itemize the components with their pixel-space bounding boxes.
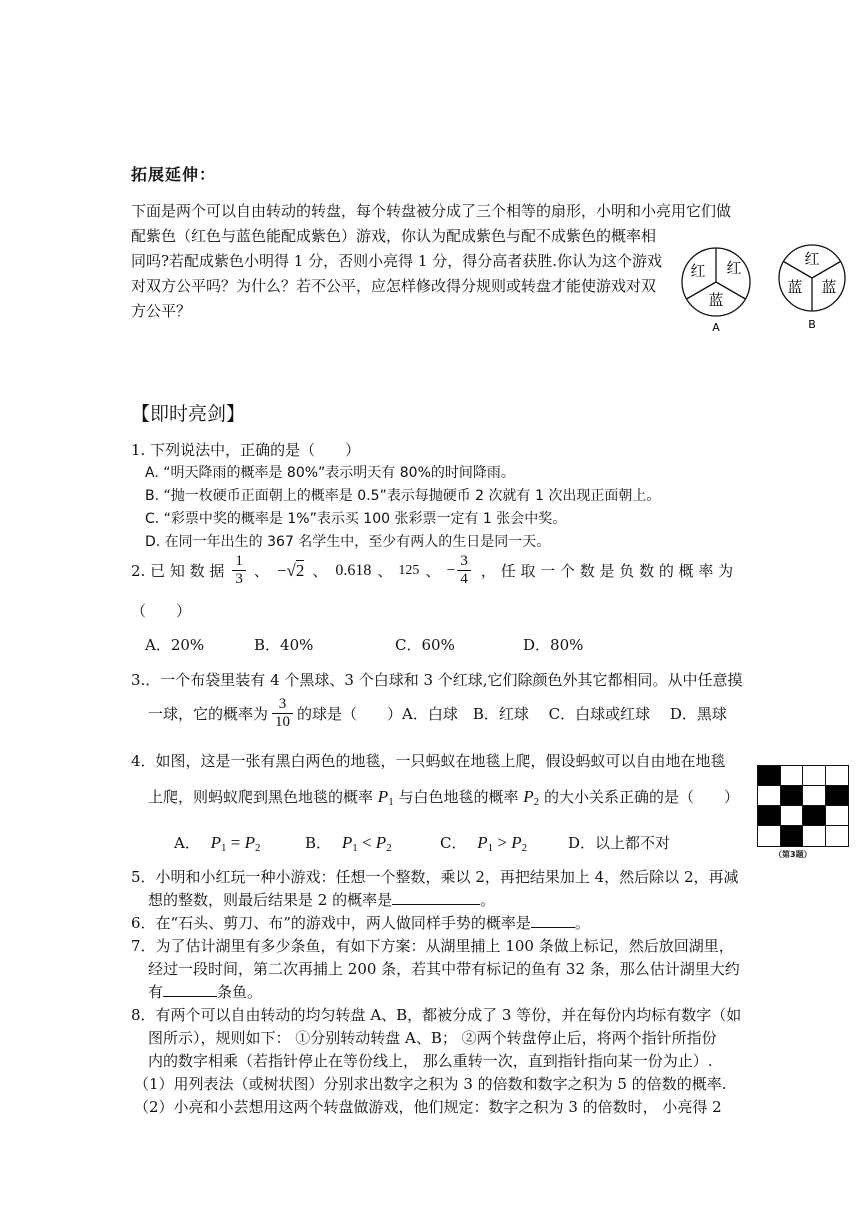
q7-answer-blank[interactable] xyxy=(163,981,217,997)
q2-fraction-1 xyxy=(232,553,246,588)
carpet-cell xyxy=(758,826,781,846)
carpet-cell xyxy=(826,806,849,826)
q6-line xyxy=(131,912,590,934)
q2-fraction-2-denominator: 4 xyxy=(460,571,468,587)
q5-line-1: 5．小明和小红玩一种小游戏：任想一个整数，乘以 2，再把结果加上 4，然后除以 2，再减 xyxy=(131,868,739,886)
extension-line-4: 对双方公平吗？为什么？若不公平，应怎样修改得分规则或转盘才能使游戏对双 xyxy=(131,277,657,295)
q3-fraction xyxy=(272,696,293,731)
q2-sqrt-value: 2 xyxy=(295,560,305,580)
q1-option-a: A. “明天降雨的概率是 80%”表示明天有 80%的时间降雨。 xyxy=(145,465,515,481)
q2-sep-4: 、 xyxy=(425,561,441,580)
extension-line-5: 方公平？ xyxy=(131,302,192,320)
q4-option-c-expr: $P_1 > P_2$ xyxy=(477,833,528,854)
spinner-b xyxy=(774,240,850,332)
q2-prefix: 2. 已 知 数 据 xyxy=(131,561,225,580)
q2-negative: − xyxy=(446,561,456,579)
q4-option-b-expr: $P_1 < P_2$ xyxy=(341,833,392,854)
q1-option-b: B. “抛一枚硬币正面朝上的概率是 0.5”表示每抛硬币 2 次就有 1 次出现正面朝上。 xyxy=(145,488,661,504)
q2-option-b: B．40% xyxy=(254,636,314,654)
q2-sep-2: 、 xyxy=(312,561,328,580)
q2-option-a: A．20% xyxy=(145,636,205,654)
q2-option-c: C．60% xyxy=(395,636,455,654)
carpet-cell xyxy=(803,786,826,806)
extension-line-3: 同吗?若配成紫色小明得 1 分，否则小亮得 1 分，得分高者获胜.你认为这个游戏 xyxy=(131,252,662,270)
spinner-b-sector-3: 蓝 xyxy=(821,278,837,296)
q2-value-3: 0.618 xyxy=(335,561,372,579)
q2-suffix: ， 任 取 一 个 数 是 负 数 的 概 率 为 xyxy=(480,561,734,580)
carpet-cell xyxy=(781,786,804,806)
spinner-b-sector-1: 红 xyxy=(804,250,820,268)
q5-line-2-pre: 想的整数，则最后结果是 2 的概率是 xyxy=(148,891,393,909)
q4-option-a-expr: $P_1 = P_2$ xyxy=(210,833,261,854)
q2-stem xyxy=(131,553,733,588)
q4-line-1: 4．如图，这是一张有黑白两色的地毯，一只蚂蚁在地毯上爬，假设蚂蚁可以自由地在地毯 xyxy=(131,752,726,770)
q2-sep-3: 、 xyxy=(377,561,393,580)
q5-line-2-post: 。 xyxy=(480,891,496,909)
q8-line-5: （2）小亮和小芸想用这两个转盘做游戏，他们规定：数字之积为 3 的倍数时， 小亮得 2 xyxy=(134,1098,722,1116)
q5-answer-blank[interactable] xyxy=(392,889,480,905)
section-title: 【即时亮剑】 xyxy=(131,403,246,425)
q4-p1: $P_1$ xyxy=(377,787,394,808)
q8-line-3: 内的数字相乘（若指针停止在等份线上， 那么重转一次，直到指针指向某一份为止）. xyxy=(148,1052,713,1070)
q5-line-2 xyxy=(148,889,495,911)
q4-p2: $P_2$ xyxy=(523,787,540,808)
q7-line-2: 经过一段时间，第二次再捕上 200 条，若其中带有标记的鱼有 32 条，那么估计湖里大约 xyxy=(148,960,740,978)
carpet-grid xyxy=(758,766,848,846)
q2-sqrt xyxy=(277,560,304,582)
carpet-cell xyxy=(758,766,781,786)
q4-option-c-label: C． xyxy=(440,834,467,852)
q2-paren: （ ） xyxy=(131,602,192,620)
q4-option-a-label: A． xyxy=(174,834,200,852)
carpet-cell xyxy=(826,826,849,846)
q1-stem: 1. 下列说法中，正确的是（ ） xyxy=(131,441,361,459)
q3-fraction-denominator: 10 xyxy=(275,714,291,730)
q6-pre: 6．在“石头、剪刀、布”的游戏中，两人做同样手势的概率是 xyxy=(131,914,531,932)
spinner-a-sector-3: 蓝 xyxy=(708,291,724,309)
carpet-cell xyxy=(781,766,804,786)
spinner-a-label: A xyxy=(712,321,720,334)
carpet-cell xyxy=(803,826,826,846)
carpet-caption: （第3题） xyxy=(774,850,812,859)
q4-line-2-pre: 上爬，则蚂蚁爬到黑色地毯的概率 xyxy=(148,788,374,806)
q2-fraction-1-numerator: 1 xyxy=(232,553,246,571)
q6-answer-blank[interactable] xyxy=(531,912,575,928)
q3-line-2-post: 的球是（ ）A．白球 B．红球 C．白球或红球 D．黑球 xyxy=(297,704,727,723)
q2-sqrt-minus: − xyxy=(276,560,287,580)
q3-fraction-numerator: 3 xyxy=(272,696,293,714)
q2-fraction-2 xyxy=(457,553,471,588)
q8-line-2: 图所示），规则如下： ①分别转动转盘 A、B； ②两个转盘停止后，将两个指针所指份 xyxy=(148,1029,717,1047)
spinner-b-sector-2: 蓝 xyxy=(787,278,803,296)
spinner-a-sector-2: 红 xyxy=(726,259,742,277)
q4-line-2-post: 的大小关系正确的是（ ） xyxy=(543,788,739,806)
q2-value-4: 125 xyxy=(398,562,420,578)
q4-option-d: D．以上都不对 xyxy=(568,834,671,852)
q3-line-2 xyxy=(148,696,727,731)
q7-line-3 xyxy=(148,981,262,1003)
q8-line-1: 8．有两个可以自由转动的均匀转盘 A、B，都被分成了 3 等份，并在每份内均标有数字（如 xyxy=(131,1006,742,1024)
q4-option-b xyxy=(305,832,392,859)
q2-sep-1: 、 xyxy=(253,561,269,580)
q4-option-a xyxy=(174,832,261,859)
carpet-cell xyxy=(758,786,781,806)
q2-fraction-2-numerator: 3 xyxy=(457,553,471,571)
carpet-cell xyxy=(803,766,826,786)
spinner-a-sector-1: 红 xyxy=(690,262,706,280)
carpet-figure xyxy=(757,765,849,847)
q6-post: 。 xyxy=(574,914,590,932)
q1-option-d: D. 在同一年出生的 367 名学生中，至少有两人的生日是同一天。 xyxy=(145,534,551,550)
extension-line-2: 配紫色（红色与蓝色能配成紫色）游戏，你认为配成紫色与配不成紫色的概率相 xyxy=(131,227,657,245)
q8-line-4: （1）用列表法（或树状图）分别求出数字之积为 3 的倍数和数字之积为 5 的倍数的概率. xyxy=(134,1075,727,1093)
carpet-cell xyxy=(758,806,781,826)
carpet-cell xyxy=(826,766,849,786)
extension-heading: 拓展延伸： xyxy=(131,165,217,184)
carpet-cell xyxy=(826,786,849,806)
q1-option-c: C. “彩票中奖的概率是 1%”表示买 100 张彩票一定有 1 张会中奖。 xyxy=(145,511,567,527)
q2-option-d: D．80% xyxy=(523,636,584,654)
q3-line-2-pre: 一球，它的概率为 xyxy=(148,704,269,723)
q3-line-1: 3.．一个布袋里装有 4 个黑球、3 个白球和 3 个红球,它们除颜色外其它都相同。从中任意摸 xyxy=(131,671,743,689)
q4-line-2 xyxy=(148,786,739,813)
spinner-a xyxy=(678,245,754,335)
spinner-b-label: B xyxy=(808,318,816,331)
carpet-cell xyxy=(803,806,826,826)
q4-option-b-label: B． xyxy=(305,834,332,852)
q4-line-2-mid: 与白色地毯的概率 xyxy=(398,788,519,806)
q7-line-3-post: 条鱼。 xyxy=(217,983,263,1001)
carpet-cell xyxy=(781,826,804,846)
q2-fraction-1-denominator: 3 xyxy=(235,571,243,587)
q7-line-1: 7．为了估计湖里有多少条鱼，有如下方案：从湖里捕上 100 条做上标记，然后放回湖里， xyxy=(131,937,734,955)
sqrt-symbol-icon: √ xyxy=(286,560,296,580)
q4-option-c xyxy=(440,832,527,859)
q7-line-3-pre: 有 xyxy=(148,983,164,1001)
carpet-cell xyxy=(781,806,804,826)
extension-line-1: 下面是两个可以自由转动的转盘，每个转盘被分成了三个相等的扇形，小明和小亮用它们做 xyxy=(131,202,732,220)
